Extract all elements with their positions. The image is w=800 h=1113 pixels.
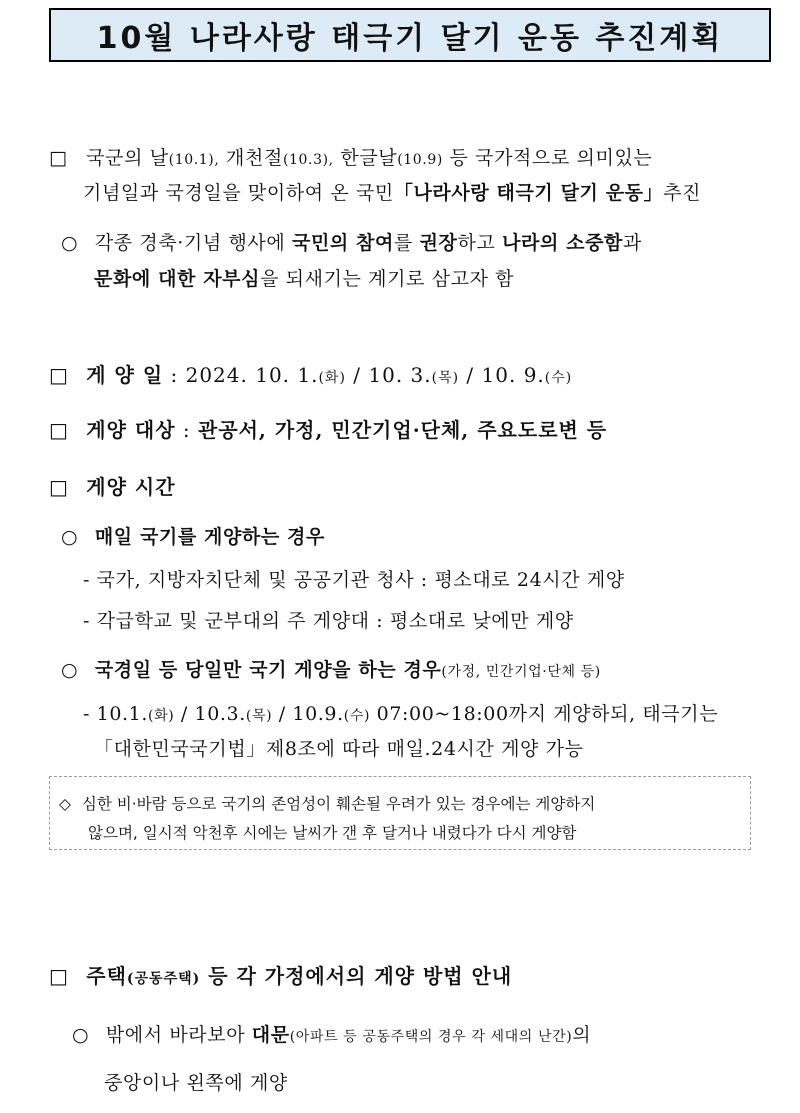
home-sub-line-1: ○ 밖에서 바라보아 대문(아파트 등 공동주택의 경우 각 세대의 난간)의 <box>72 1024 592 1046</box>
holiday-item-2: 「대한민국국기법」제8조에 따라 매일.24시간 게양 가능 <box>94 738 584 760</box>
circle-bullet: ○ <box>61 232 79 254</box>
intro-line-2: 기념일과 국경일을 맞이하여 온 국민「나라사랑 태극기 달기 운동」추진 <box>83 182 702 204</box>
holiday-heading: ○ 국경일 등 당일만 국기 게양을 하는 경우(가정, 민간기업·단체 등) <box>61 659 601 681</box>
daily-heading: ○ 매일 국기를 게양하는 경우 <box>61 526 325 548</box>
circle-bullet: ○ <box>61 659 79 681</box>
dates-line: □ 게 양 일 : 2024. 10. 1.(화) / 10. 3.(목) / 10. 9.(수) <box>49 363 573 387</box>
target-line: □ 게양 대상 : 관공서, 가정, 민간기업·단체, 주요도로변 등 <box>49 418 608 442</box>
note-line-2: 않으며, 일시적 악천후 시에는 날씨가 갠 후 달거나 내렸다가 다시 게양함 <box>88 824 577 842</box>
diamond-bullet: ◇ <box>59 795 71 813</box>
title-box <box>49 8 771 62</box>
time-heading: □ 게양 시간 <box>49 475 176 499</box>
circle-bullet: ○ <box>61 526 79 548</box>
home-sub-line-2: 중앙이나 왼쪽에 게양 <box>104 1072 288 1094</box>
intro-sub-line-2: 문화에 대한 자부심을 되새기는 계기로 삼고자 함 <box>94 268 515 290</box>
intro-line-1: □ 국군의 날(10.1), 개천절(10.3), 한글날(10.9) 등 국가적으로 의미있는 <box>49 147 653 169</box>
daily-item-1: - 국가, 지방자치단체 및 공공기관 청사 : 평소대로 24시간 게양 <box>83 569 625 591</box>
daily-item-2: - 각급학교 및 군부대의 주 게양대 : 평소대로 낮에만 게양 <box>83 610 574 632</box>
home-heading: □ 주택(공동주택) 등 각 가정에서의 게양 방법 안내 <box>49 964 513 988</box>
note-line-1: ◇ 심한 비·바람 등으로 국기의 존엄성이 훼손될 우려가 있는 경우에는 게양하지 <box>59 795 596 813</box>
square-bullet: □ <box>49 964 69 988</box>
circle-bullet: ○ <box>72 1024 90 1046</box>
holiday-item-1: - 10.1.(화) / 10.3.(목) / 10.9.(수) 07:00~18:00까지 게양하되, 태극기는 <box>83 703 719 725</box>
page-title: 10월 나라사랑 태극기 달기 운동 추진계획 <box>96 21 724 56</box>
intro-sub-line-1: ○ 각종 경축·기념 행사에 국민의 참여를 권장하고 나라의 소중함과 <box>61 232 642 254</box>
square-bullet: □ <box>49 363 69 387</box>
square-bullet: □ <box>49 418 69 442</box>
square-bullet: □ <box>49 147 68 169</box>
square-bullet: □ <box>49 475 69 499</box>
